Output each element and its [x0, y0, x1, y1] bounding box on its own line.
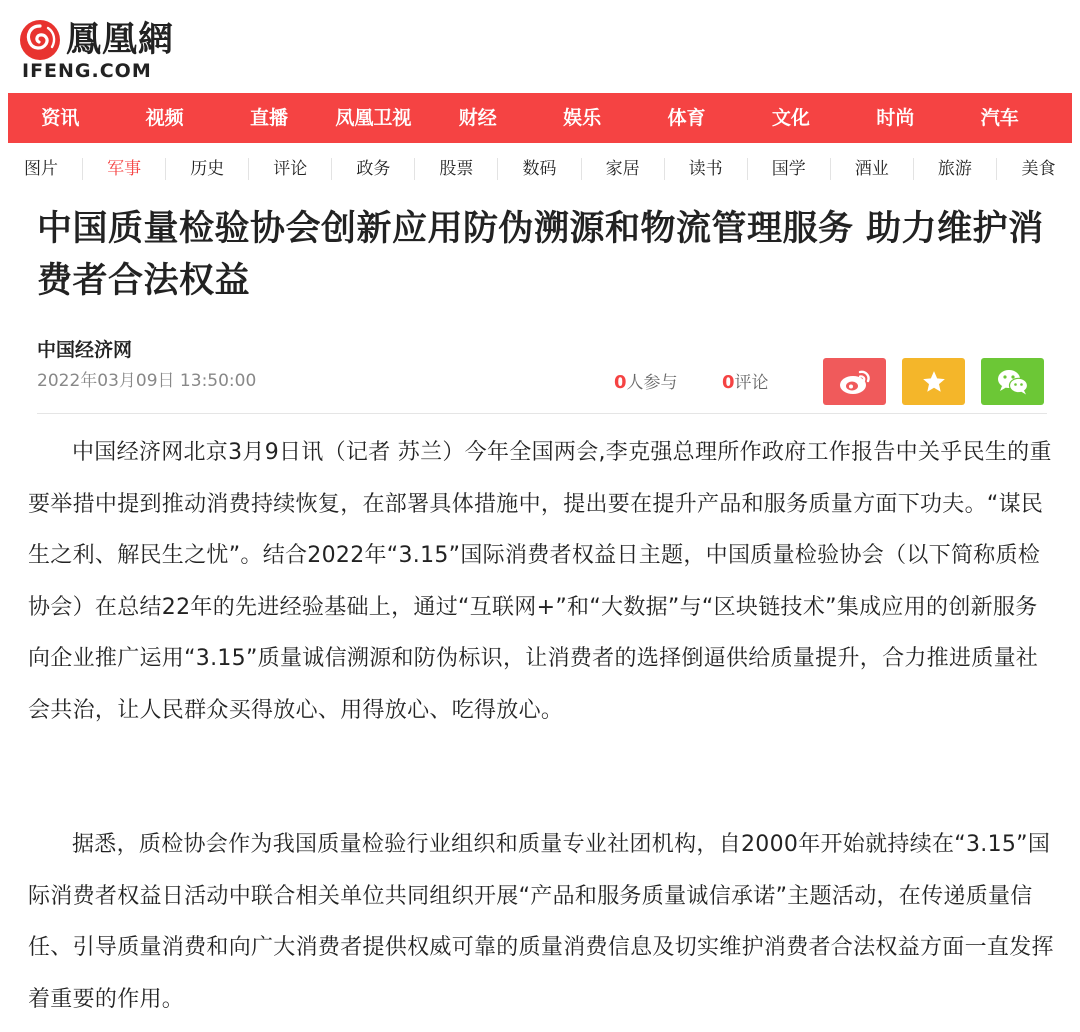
article-source[interactable]: 中国经济网 — [37, 339, 133, 361]
sub-nav-item[interactable]: 家居 — [582, 158, 665, 180]
article-paragraph: 中国经济网北京3月9日讯（记者 苏兰）今年全国两会,李克强总理所作政府工作报告中关乎民生的重要举措中提到推动消费持续恢复，在部署具体措施中，提出要在提升产品和服务质量方面下功夫。“谋民生之利、解民生之忧”。结合2022年“3.15”国际消费者权益日主题，中国质量检验协会（以下简称质检协会）在总结22年的先进经验基础上，通过“互联网+”和“大数据”与“区块链技术”集成应用的创新服务向企业推广运用“3.15”质量诚信溯源和防伪标识，让消费者的选择倒逼供给质量提升，合力推进质量社会共治，让人民群众买得放心、用得放心、吃得放心。 — [28, 440, 1052, 723]
weibo-icon — [838, 368, 872, 396]
comments-count[interactable] — [722, 372, 769, 394]
comments-number: 0 — [722, 372, 735, 393]
header-divider — [37, 413, 1047, 414]
sub-nav-item[interactable]: 数码 — [498, 158, 581, 180]
sub-nav-item[interactable]: 美食 — [1021, 159, 1056, 179]
sub-nav-item[interactable]: 评论 — [249, 158, 332, 180]
main-nav-item[interactable]: 直播 — [249, 107, 288, 129]
main-nav-item[interactable]: 资讯 — [41, 107, 80, 129]
main-nav-item[interactable]: 财经 — [458, 107, 497, 129]
sub-nav-item[interactable]: 旅游 — [914, 158, 997, 180]
article-title: 中国质量检验协会创新应用防伪溯源和物流管理服务 助力维护消费者合法权益 — [37, 209, 1044, 301]
main-nav-item[interactable]: 时尚 — [876, 107, 915, 129]
share-wechat-button[interactable] — [981, 358, 1044, 405]
main-nav-item[interactable]: 视频 — [145, 107, 184, 129]
main-nav-item[interactable]: 体育 — [667, 107, 706, 129]
participants-label: 人参与 — [626, 373, 678, 393]
star-icon — [921, 369, 947, 395]
sub-nav-item[interactable]: 读书 — [665, 158, 748, 180]
sub-nav-item[interactable]: 历史 — [166, 158, 249, 180]
favorite-button[interactable] — [902, 358, 965, 405]
logo-text-cn: 鳳凰網 — [66, 19, 175, 60]
main-nav-item[interactable]: 娱乐 — [563, 107, 602, 129]
article-paragraph: 据悉，质检协会作为我国质量检验行业组织和质量专业社团机构，自2000年开始就持续在“3.15”国际消费者权益日活动中联合相关单位共同组织开展“产品和服务质量诚信承诺”主题活动，在传递质量信任、引导质量消费和向广大消费者提供权威可靠的质量消费信息及切实维护消费者合法权益方面一直发挥着重要的作用。 — [28, 832, 1054, 1012]
site-logo[interactable] — [18, 18, 188, 82]
wechat-icon — [996, 368, 1030, 396]
sub-nav — [0, 148, 1080, 190]
phoenix-logo-icon — [18, 18, 62, 62]
main-nav-item[interactable]: 汽车 — [980, 107, 1019, 129]
main-nav — [8, 93, 1072, 143]
main-nav-item[interactable]: 文化 — [771, 107, 810, 129]
participants-count[interactable] — [614, 372, 678, 394]
comments-label: 评论 — [734, 373, 769, 393]
sub-nav-item[interactable]: 酒业 — [831, 158, 914, 180]
sub-nav-item[interactable]: 政务 — [332, 158, 415, 180]
participants-number: 0 — [614, 372, 627, 393]
sub-nav-item[interactable]: 股票 — [415, 158, 498, 180]
logo-text-en: IFENG.COM — [22, 60, 152, 82]
sub-nav-item[interactable]: 军事 — [83, 158, 166, 180]
sub-nav-item[interactable]: 图片 — [0, 158, 83, 180]
sub-nav-item[interactable]: 国学 — [748, 158, 831, 180]
article-datetime: 2022年03月09日 13:50:00 — [37, 371, 257, 391]
main-nav-item[interactable]: 凤凰卫视 — [335, 107, 412, 129]
share-weibo-button[interactable] — [823, 358, 886, 405]
